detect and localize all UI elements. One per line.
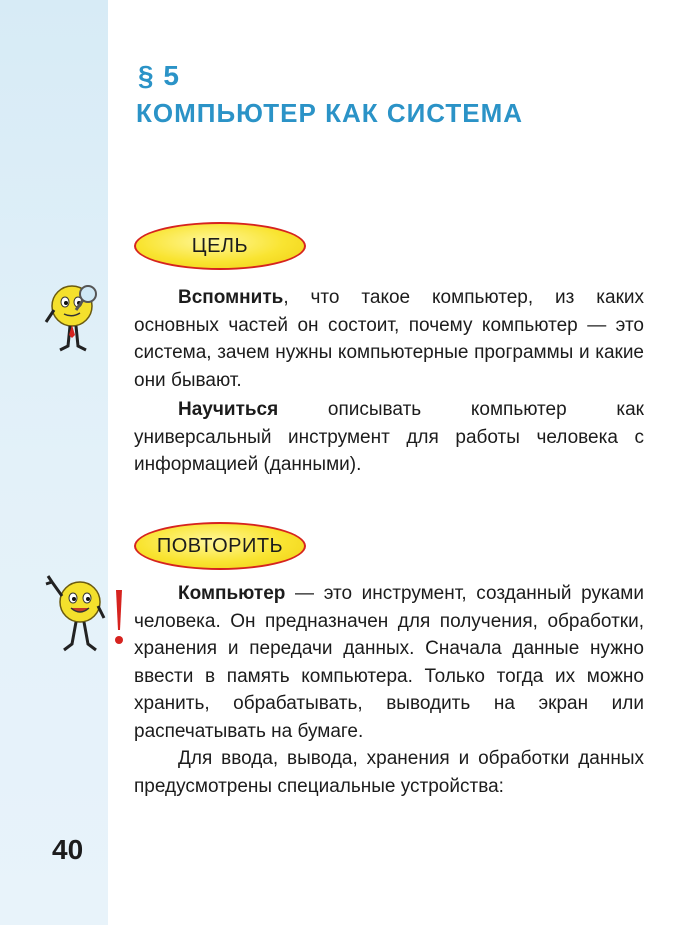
review-computer-term: Компьютер: [178, 583, 286, 604]
review-computer-text: — это инструмент, созданный руками человека. Он предназначен для получения, обработки, хранения и передачи данных. Сначала данные нужно ввести в память компьютера. Только тогда их можно хранить, обрабатывать, выводить на экран или распечатывать на бумаге.: [134, 583, 644, 742]
review-paragraph-devices: Для ввода, вывода, хранения и обработки данных предусмотрены специальные устройства:: [134, 748, 644, 797]
goal-learn-text: описывать компьютер как универсальный инструмент для работы человека с информацией (данными).: [134, 399, 644, 475]
review-label: ПОВТОРИТЬ: [156, 534, 284, 557]
goal-learn-term: Научиться: [178, 399, 279, 420]
goal-label-oval: [134, 222, 306, 270]
review-label-oval: [134, 522, 306, 570]
goal-label: ЦЕЛЬ: [191, 234, 249, 257]
page-number: 40: [52, 834, 84, 865]
section-number: § 5: [138, 60, 180, 91]
goal-paragraph-learn: [134, 396, 644, 479]
goal-remember-term: Вспомнить: [178, 287, 284, 308]
goal-paragraph-remember: [134, 284, 644, 394]
chapter-title: КОМПЬЮТЕР КАК СИСТЕМА: [136, 98, 524, 128]
thinking-character-icon: [42, 280, 112, 360]
waving-character-icon: [42, 572, 128, 664]
goal-remember-text: , что такое компьютер, из каких основных частей он состоит, почему компьютер — это система, зачем нужны компьютерные программы и какие они бывают.: [134, 287, 644, 391]
left-margin-band: [0, 0, 108, 925]
goal-text: [134, 284, 644, 479]
review-paragraph-computer: [134, 580, 644, 745]
review-text: [134, 580, 644, 800]
